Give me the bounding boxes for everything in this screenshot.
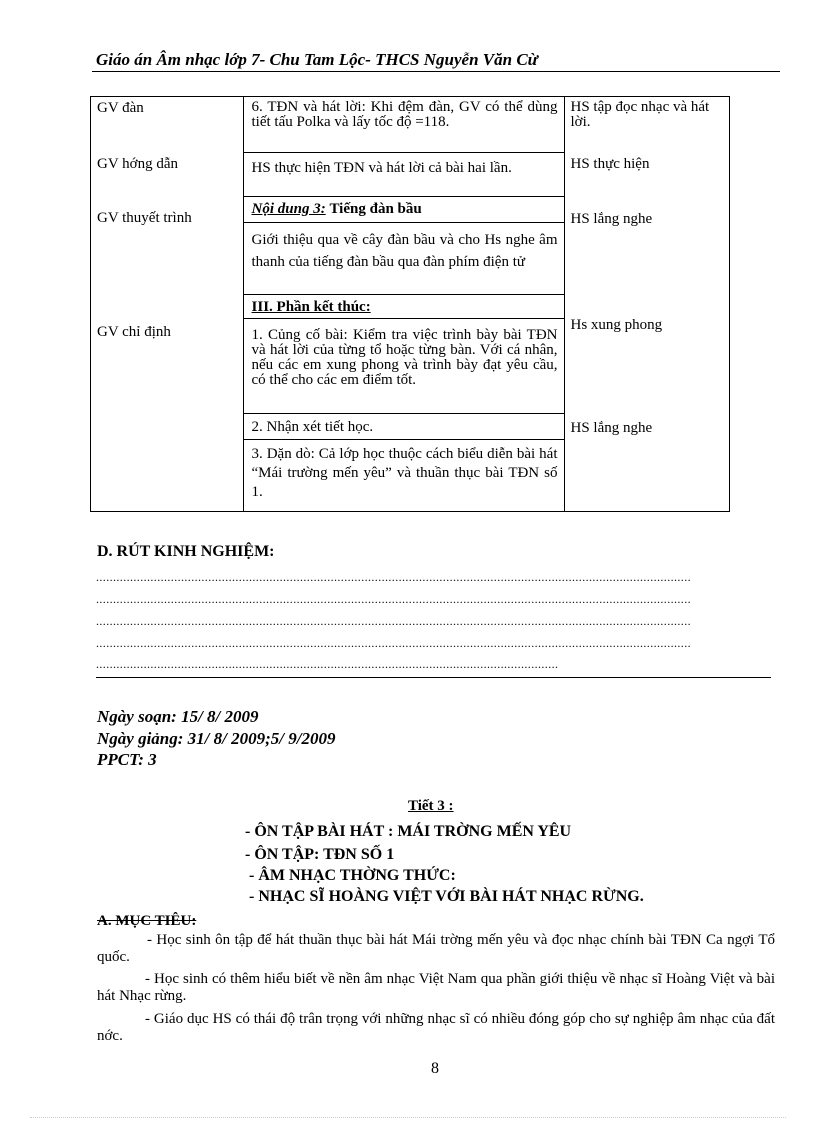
teacher-action: GV đàn [97,100,144,116]
lesson-table [90,96,730,512]
student-action: Hs xung phong [570,317,663,333]
ngay-giang [97,729,335,749]
lesson-topic: - ÂM NHẠC THỜNG THỨC: [249,867,456,884]
ppct [97,750,157,770]
cell-divider [244,439,564,440]
teacher-action: GV thuyết trình [97,210,192,226]
part-title: III. Phần kết thúc: [251,299,371,315]
student-action: HS tập đọc nhạc và hát lời. [570,99,710,130]
section-title: Tiếng đàn bầu [329,201,422,217]
section-heading [252,202,558,217]
teacher-action: GV hớng dẫn [97,156,178,172]
dotted-line: ............................................................................................................................................................................... [96,570,691,582]
content-paragraph: 6. TĐN và hát lời: Khi đệm đàn, GV có thể dùng tiết tấu Polka và lấy tốc độ =118. [251,99,558,130]
cell-divider [244,152,564,153]
lesson-topic: - ÔN TẬP: TĐN SỐ 1 [245,846,395,863]
dotted-line: ............................................................................................................................................................................... [96,636,691,648]
cell-divider [244,318,564,319]
ngay-giang-value: 31/ 8/ 2009;5/ 9/2009 [187,729,336,748]
dotted-line: ............................................................................................................................................................................... [96,592,691,604]
cell-divider [244,413,564,414]
content-paragraph: 2. Nhận xét tiết học. [251,419,374,435]
ngay-soan-value: 15/ 8/ 2009 [181,707,259,726]
ppct-label: PPCT: [97,750,144,769]
student-action: HS lắng nghe [570,211,653,227]
objective-paragraph: - Học sinh ôn tập để hát thuần thục bài hát Mái trờng mến yêu và đọc nhạc chính bài TĐN Ca ngợi Tổ quốc. [97,932,775,965]
footer-divider [30,1117,786,1118]
ngay-soan [97,707,259,727]
objective-paragraph: - Học sinh có thêm hiểu biết về nền âm nhạc Việt Nam qua phần giới thiệu về nhạc sĩ Hoàng Việt và bài hát Nhạc rừng. [97,971,775,1004]
dotted-line: ............................................................................................................................................................................... [96,614,691,626]
section-divider [96,677,771,678]
teacher-column [91,97,244,512]
student-action: HS lắng nghe [570,420,653,436]
content-paragraph: 1. Củng cố bài: Kiểm tra việc trình bày bài TĐN và hát lời của từng tổ hoặc từng bàn. Với cá nhân, nếu các em xung phong và trình bày đạt yêu cầu, có thể cho các em điểm tốt. [251,327,558,388]
header-divider [92,71,780,72]
student-column [564,97,730,512]
teacher-action: GV chỉ định [97,324,171,340]
ngay-soan-label: Ngày soạn: [97,707,177,726]
part-heading [252,300,558,315]
content-paragraph: 3. Dặn dò: Cả lớp học thuộc cách biểu diễn bài hát “Mái trường mến yêu” và thuần thục bài TĐN số 1. [251,446,558,500]
objective-paragraph: - Giáo dục HS có thái độ trân trọng với những nhạc sĩ có nhiều đóng góp cho sự nghiệp âm nhạc của đất nớc. [97,1011,775,1044]
lesson-topic: - ÔN TẬP BÀI HÁT : MÁI TRỜNG MẾN YÊU [245,823,572,840]
student-action: HS thực hiện [570,156,650,172]
content-paragraph: Giới thiệu qua về cây đàn bầu và cho Hs nghe âm thanh của tiếng đàn bầu qua đàn phím điện tử [251,232,558,270]
ngay-giang-label: Ngày giảng: [97,729,184,748]
page-number: 8 [431,1060,439,1077]
cell-divider [244,294,564,295]
dotted-line: ........................................................................................................................................ [96,657,559,669]
ppct-value: 3 [148,750,157,769]
content-column [243,97,564,512]
cell-divider [244,196,564,197]
content-paragraph: HS thực hiện TĐN và hát lời cả bài hai lần. [251,160,512,176]
page-header: Giáo án Âm nhạc lớp 7- Chu Tam Lộc- THCS Nguyễn Văn Cừ [96,50,538,69]
section-a-title: A. MỤC TIÊU: [97,913,197,929]
section-d-title: D. RÚT KINH NGHIỆM: [97,543,275,560]
lesson-number: Tiết 3 : [408,798,454,814]
section-label: Nội dung 3: [251,201,326,217]
lesson-topic: - NHẠC SĨ HOÀNG VIỆT VỚI BÀI HÁT NHẠC RỪNG. [249,888,644,905]
cell-divider [244,222,564,223]
